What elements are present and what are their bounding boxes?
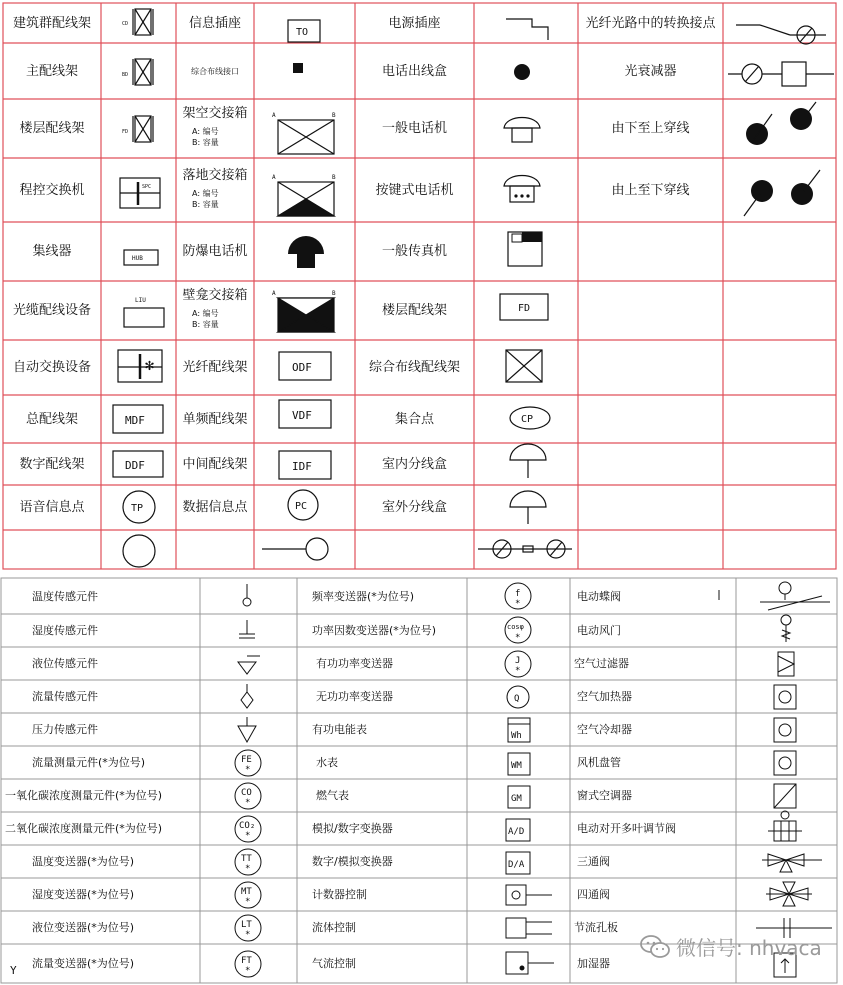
liu-code: LIU bbox=[135, 297, 146, 304]
watermark bbox=[640, 932, 822, 961]
damper-icon bbox=[781, 615, 791, 642]
indoor-box-icon bbox=[510, 444, 546, 478]
level-sensor-icon bbox=[238, 656, 260, 674]
ad-code: A/D bbox=[508, 827, 525, 837]
label-water-meter: 水表 bbox=[316, 756, 338, 769]
wm-code: WM bbox=[511, 761, 522, 771]
label-indoor-box: 室内分线盒 bbox=[381, 456, 447, 472]
to-code: TO bbox=[296, 27, 309, 38]
box-a-mark: A bbox=[272, 290, 276, 297]
liu-icon bbox=[124, 308, 164, 327]
watermark-text: 微信号: nhvaca bbox=[676, 936, 822, 960]
phone-icon bbox=[504, 118, 540, 143]
label-temp-sensor: 温度传感元件 bbox=[32, 589, 98, 603]
asterisk: * bbox=[245, 798, 251, 808]
label-idf: 中间配线架 bbox=[182, 456, 248, 472]
label-active-power: 有功功率变送器 bbox=[316, 657, 393, 670]
fe-code: FE bbox=[241, 755, 252, 765]
temperature-sensor-icon bbox=[243, 584, 251, 606]
label-floor-box: 落地交接箱 bbox=[182, 167, 248, 183]
asterisk: * bbox=[515, 633, 521, 643]
label-fluid-control: 流体控制 bbox=[312, 921, 356, 934]
fd-code: FD bbox=[518, 303, 531, 314]
three-way-valve-icon bbox=[762, 854, 822, 872]
label-humidifier: 加湿器 bbox=[577, 957, 610, 970]
label-spc-switch: 程控交换机 bbox=[19, 182, 85, 198]
label-floor-distributor: 楼层配线架 bbox=[19, 121, 85, 136]
f-code: f bbox=[515, 589, 521, 599]
floor-box-icon bbox=[278, 182, 334, 216]
note-number: A: 编号 bbox=[192, 126, 219, 136]
pressure-sensor-icon bbox=[238, 717, 256, 742]
phone-outlet-icon bbox=[514, 64, 530, 80]
label-floor-rack: 楼层配线架 bbox=[381, 303, 447, 318]
flow-sensor-icon bbox=[241, 684, 253, 708]
cos-code: cosφ bbox=[507, 623, 524, 631]
label-main-distributor: 主配线架 bbox=[25, 63, 78, 79]
label-four-way: 四通阀 bbox=[577, 888, 610, 901]
label-level-sensor: 液位传感元件 bbox=[32, 657, 98, 670]
label-auto-switch: 自动交换设备 bbox=[12, 360, 91, 375]
wh-code: Wh bbox=[511, 731, 522, 741]
label-phone-outlet: 电话出线盒 bbox=[381, 63, 447, 79]
fd-code-small: FD bbox=[122, 129, 129, 135]
cabling-rack-icon bbox=[506, 350, 542, 382]
fd-distribution-icon bbox=[133, 116, 153, 142]
label-ad-converter: 模拟/数字变换器 bbox=[312, 822, 393, 835]
j-code: J bbox=[515, 656, 521, 666]
label-reactive-power: 无功功率变送器 bbox=[316, 690, 393, 703]
gm-code: GM bbox=[511, 794, 522, 804]
key-phone-icon bbox=[504, 176, 540, 203]
mdf-code: MDF bbox=[125, 414, 145, 427]
label-mdf: 总配线架 bbox=[25, 411, 78, 427]
asterisk: * bbox=[515, 666, 521, 676]
box-a-mark: A bbox=[272, 112, 276, 119]
pc-code: PC bbox=[295, 501, 308, 512]
label-overhead-box: 架空交接箱 bbox=[182, 105, 248, 121]
label-odf: 光纤配线架 bbox=[182, 360, 248, 375]
power-socket-icon bbox=[506, 19, 548, 40]
label-cabling-rack: 综合布线配线架 bbox=[368, 360, 460, 375]
asterisk: * bbox=[245, 897, 251, 907]
mt-code: MT bbox=[241, 887, 252, 897]
box-a-mark: A bbox=[272, 174, 276, 181]
label-air-filter: 空气过滤器 bbox=[574, 657, 629, 670]
label-ddf: 数字配线架 bbox=[19, 456, 85, 472]
multi-blade-damper-icon bbox=[768, 811, 802, 841]
label-co-measure: 一氧化碳浓度测量元件(*为位号) bbox=[5, 789, 163, 802]
note-capacity: B: 容量 bbox=[192, 199, 219, 209]
asterisk: * bbox=[245, 765, 251, 775]
co2-code: CO₂ bbox=[239, 821, 256, 831]
empty-circle-icon bbox=[123, 535, 155, 567]
tp-code: TP bbox=[131, 503, 144, 514]
line-circle-icon bbox=[262, 538, 328, 560]
label-key-phone: 按键式电话机 bbox=[375, 182, 454, 198]
note-capacity: B: 容量 bbox=[192, 319, 219, 329]
bottom-up-wiring-icon bbox=[746, 102, 816, 145]
outdoor-box-icon bbox=[510, 491, 546, 524]
label-outdoor-box: 室外分线盒 bbox=[381, 500, 447, 515]
label-voice-point: 语音信息点 bbox=[19, 500, 85, 515]
label-flow-measure: 流量测量元件(*为位号) bbox=[32, 756, 146, 769]
label-bottom-up: 由下至上穿线 bbox=[611, 121, 690, 136]
wechat-icon bbox=[640, 934, 670, 960]
fan-coil-icon bbox=[774, 751, 796, 775]
fluid-control-icon bbox=[506, 918, 552, 938]
label-vdf: 单频配线架 bbox=[182, 411, 248, 427]
da-code: D/A bbox=[508, 860, 525, 870]
auto-switch-icon bbox=[118, 350, 162, 382]
spc-switch-icon bbox=[120, 178, 160, 208]
label-hub: 集线器 bbox=[32, 244, 72, 259]
odf-code: ODF bbox=[292, 361, 312, 374]
fax-icon bbox=[508, 232, 542, 266]
label-flow-sensor: 流量传感元件 bbox=[32, 690, 98, 703]
label-humidity-transmitter: 湿度变送器(*为位号) bbox=[32, 888, 135, 901]
label-power-outlet: 电源插座 bbox=[388, 15, 441, 31]
air-heater-icon bbox=[774, 685, 796, 709]
humidity-sensor-icon bbox=[239, 620, 255, 638]
four-way-valve-icon bbox=[766, 882, 812, 906]
fiber-connector-icon bbox=[478, 540, 572, 558]
label-temp-transmitter: 温度变送器(*为位号) bbox=[32, 855, 135, 868]
counter-control-icon bbox=[506, 885, 552, 905]
box-b-mark: B bbox=[332, 112, 336, 119]
bd-distribution-icon bbox=[133, 59, 153, 85]
label-freq-transmitter: 频率变送器(*为位号) bbox=[312, 589, 415, 603]
note-number: A: 编号 bbox=[192, 308, 219, 318]
fiber-transfer-icon bbox=[736, 25, 826, 44]
label-da-converter: 数字/模拟变换器 bbox=[312, 855, 393, 868]
label-optical-distribution: 光缆配线设备 bbox=[12, 303, 91, 318]
label-three-way: 三通阀 bbox=[577, 855, 610, 868]
air-filter-icon bbox=[778, 652, 794, 676]
airflow-control-icon bbox=[506, 952, 554, 974]
label-air-heater: 空气加热器 bbox=[577, 690, 632, 703]
hvac-symbol-table bbox=[0, 576, 843, 985]
label-attenuator: 光衰减器 bbox=[624, 63, 677, 79]
asterisk: * bbox=[245, 930, 251, 940]
lt-code: LT bbox=[241, 920, 252, 930]
label-counter: 计数器控制 bbox=[312, 888, 367, 901]
label-top-down: 由上至下穿线 bbox=[611, 182, 690, 198]
air-cooler-icon bbox=[774, 718, 796, 742]
label-wall-box: 壁龛交接箱 bbox=[182, 287, 248, 303]
label-cp: 集合点 bbox=[394, 411, 434, 427]
ddf-code: DDF bbox=[125, 459, 145, 472]
label-fax: 一般传真机 bbox=[381, 244, 447, 259]
vdf-code: VDF bbox=[292, 409, 312, 422]
label-pressure-sensor: 压力传感元件 bbox=[32, 723, 98, 736]
label-humidity-sensor: 湿度传感元件 bbox=[32, 624, 98, 637]
overhead-box-icon bbox=[278, 120, 334, 154]
label-flow-transmitter: 流量变送器(*为位号) bbox=[32, 957, 135, 970]
label-info-outlet: 信息插座 bbox=[188, 15, 241, 31]
label-explosion-phone: 防爆电话机 bbox=[182, 244, 248, 259]
label-co2-measure: 二氧化碳浓度测量元件(*为位号) bbox=[5, 822, 163, 835]
asterisk: * bbox=[245, 966, 251, 976]
asterisk: * bbox=[245, 831, 251, 841]
label-cabling-interface: 综合布线接口 bbox=[191, 66, 239, 76]
box-b-mark: B bbox=[332, 290, 336, 297]
interface-square-icon bbox=[293, 63, 303, 73]
label-airflow-control: 气流控制 bbox=[312, 957, 356, 970]
hub-code: HUB bbox=[132, 255, 143, 262]
optical-attenuator-icon bbox=[728, 62, 834, 86]
co-code: CO bbox=[241, 788, 252, 798]
label-data-point: 数据信息点 bbox=[182, 500, 248, 515]
label-pf-transmitter: 功率因数变送器(*为位号) bbox=[312, 624, 437, 637]
y-mark: Y bbox=[10, 964, 17, 977]
note-number: A: 编号 bbox=[192, 188, 219, 198]
label-gas-meter: 燃气表 bbox=[316, 789, 349, 802]
label-campus-distributor: 建筑群配线架 bbox=[12, 15, 91, 31]
bd-code: BD bbox=[122, 72, 129, 78]
label-energy-meter: 有功电能表 bbox=[312, 723, 367, 736]
explosion-proof-phone-icon bbox=[288, 236, 324, 268]
window-ac-icon bbox=[774, 784, 796, 808]
label-phone: 一般电话机 bbox=[381, 121, 447, 136]
label-fiber-transfer: 光纤光路中的转换接点 bbox=[585, 15, 716, 31]
label-orifice: 节流孔板 bbox=[574, 921, 618, 934]
asterisk: * bbox=[515, 599, 521, 609]
tt-code: TT bbox=[241, 854, 252, 864]
q-code: Q bbox=[514, 694, 520, 704]
top-down-wiring-icon bbox=[744, 170, 820, 216]
ft-code: FT bbox=[241, 956, 252, 966]
label-window-ac: 窗式空调器 bbox=[577, 789, 632, 802]
asterisk: * bbox=[245, 864, 251, 874]
label-multi-blade: 电动对开多叶调节阀 bbox=[577, 822, 676, 835]
cd-distribution-icon bbox=[133, 9, 153, 35]
box-b-mark: B bbox=[332, 174, 336, 181]
label-air-cooler: 空气冷却器 bbox=[577, 723, 632, 736]
cd-code: CD bbox=[122, 21, 129, 27]
label-level-transmitter: 液位变送器(*为位号) bbox=[32, 921, 135, 934]
idf-code: IDF bbox=[292, 460, 312, 473]
star-mark: ✻ bbox=[145, 356, 155, 374]
wall-niche-box-icon bbox=[278, 298, 334, 332]
label-damper: 电动风门 bbox=[577, 624, 621, 637]
label-fan-coil: 风机盘管 bbox=[577, 756, 621, 769]
note-capacity: B: 容量 bbox=[192, 137, 219, 147]
spc-code: SPC bbox=[142, 184, 152, 190]
cp-code: CP bbox=[521, 414, 534, 425]
label-butterfly-valve: 电动蝶阀 bbox=[577, 589, 621, 603]
